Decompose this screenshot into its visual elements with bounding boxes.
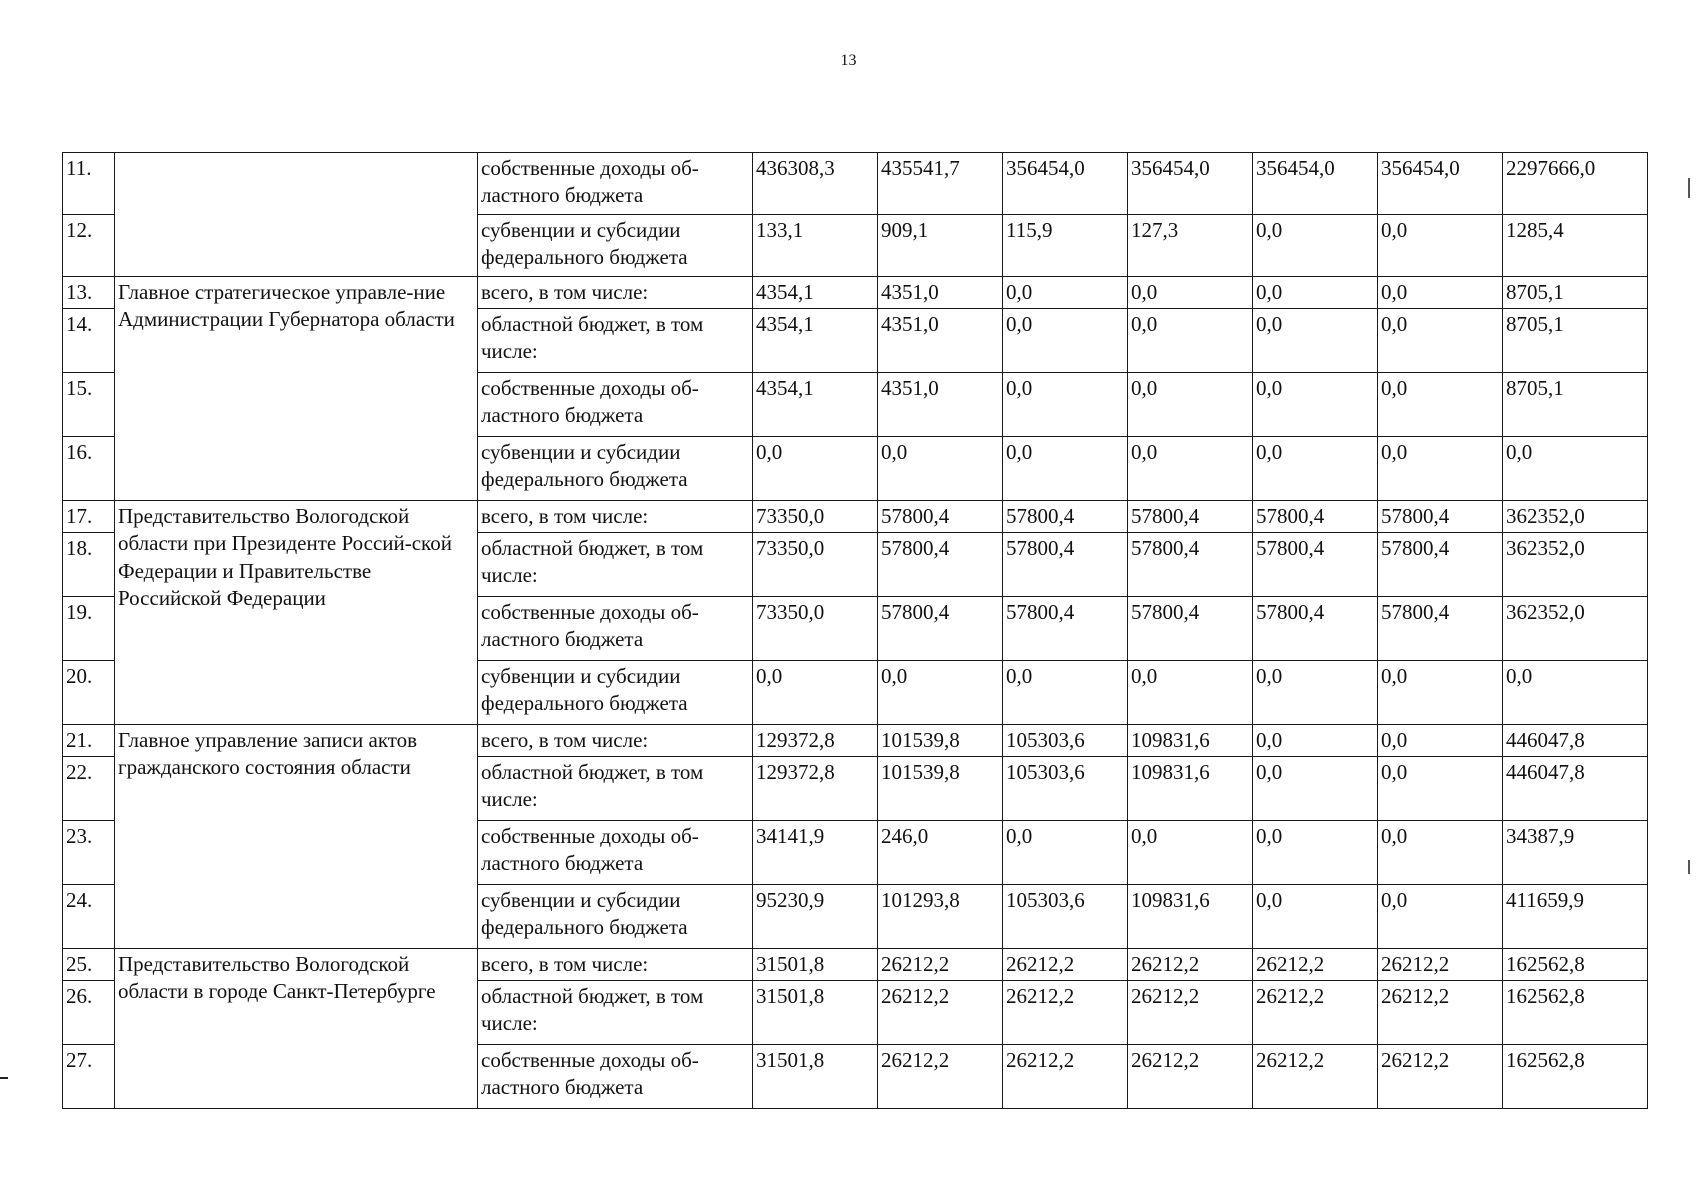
total-value-cell: 362352,0	[1503, 597, 1648, 661]
row-number: 18.	[63, 533, 115, 597]
year-value-cell: 57800,4	[1253, 533, 1378, 597]
row-number: 26.	[63, 981, 115, 1045]
budget-table-body	[63, 153, 1648, 1109]
year-value-cell: 57800,4	[1003, 501, 1128, 533]
year-value-cell: 101539,8	[878, 757, 1003, 821]
year-value-cell: 0,0	[1378, 661, 1503, 725]
year-value-cell: 73350,0	[753, 597, 878, 661]
year-value-cell: 105303,6	[1003, 725, 1128, 757]
total-value-cell: 8705,1	[1503, 373, 1648, 437]
row-number: 14.	[63, 309, 115, 373]
year-value-cell: 356454,0	[1128, 153, 1253, 215]
year-value-cell: 4354,1	[753, 309, 878, 373]
year-value-cell: 57800,4	[878, 501, 1003, 533]
funding-category: субвенции и субсидии федерального бюджета	[478, 661, 753, 725]
year-value-cell: 0,0	[878, 661, 1003, 725]
year-value-cell: 0,0	[1378, 277, 1503, 309]
year-value-cell: 436308,3	[753, 153, 878, 215]
total-value-cell: 0,0	[1503, 661, 1648, 725]
row-number: 21.	[63, 725, 115, 757]
year-value-cell: 26212,2	[1253, 981, 1378, 1045]
table-row	[63, 277, 1648, 309]
year-value-cell: 109831,6	[1128, 757, 1253, 821]
year-value-cell: 26212,2	[1378, 1045, 1503, 1109]
total-value-cell: 162562,8	[1503, 1045, 1648, 1109]
row-number: 13.	[63, 277, 115, 309]
year-value-cell: 26212,2	[878, 949, 1003, 981]
year-value-cell: 0,0	[1378, 725, 1503, 757]
org-cell-strategic-department: Главное стратегическое управле-ние Администрации Губернатора области	[115, 277, 478, 501]
year-value-cell: 26212,2	[1003, 949, 1128, 981]
row-number: 24.	[63, 885, 115, 949]
year-value-cell: 0,0	[1378, 215, 1503, 277]
funding-category: областной бюджет, в том числе:	[478, 757, 753, 821]
year-value-cell: 57800,4	[1003, 533, 1128, 597]
year-value-cell: 909,1	[878, 215, 1003, 277]
funding-category: областной бюджет, в том числе:	[478, 533, 753, 597]
year-value-cell: 101293,8	[878, 885, 1003, 949]
org-cell-continued	[115, 153, 478, 277]
total-value-cell: 162562,8	[1503, 981, 1648, 1045]
year-value-cell: 0,0	[1378, 885, 1503, 949]
funding-category: собственные доходы об-ластного бюджета	[478, 373, 753, 437]
total-value-cell: 8705,1	[1503, 309, 1648, 373]
year-value-cell: 4351,0	[878, 309, 1003, 373]
year-value-cell: 34141,9	[753, 821, 878, 885]
year-value-cell: 0,0	[1253, 373, 1378, 437]
funding-category: субвенции и субсидии федерального бюджета	[478, 885, 753, 949]
year-value-cell: 57800,4	[1378, 501, 1503, 533]
year-value-cell: 57800,4	[1378, 533, 1503, 597]
row-number: 11.	[63, 153, 115, 215]
year-value-cell: 57800,4	[878, 597, 1003, 661]
funding-category: всего, в том числе:	[478, 949, 753, 981]
row-number: 12.	[63, 215, 115, 277]
year-value-cell: 95230,9	[753, 885, 878, 949]
total-value-cell: 446047,8	[1503, 725, 1648, 757]
year-value-cell: 57800,4	[878, 533, 1003, 597]
year-value-cell: 0,0	[1378, 309, 1503, 373]
row-number: 15.	[63, 373, 115, 437]
year-value-cell: 0,0	[1128, 661, 1253, 725]
year-value-cell: 109831,6	[1128, 725, 1253, 757]
total-value-cell: 34387,9	[1503, 821, 1648, 885]
year-value-cell: 0,0	[1253, 885, 1378, 949]
year-value-cell: 57800,4	[1128, 533, 1253, 597]
year-value-cell: 0,0	[1253, 725, 1378, 757]
total-value-cell: 362352,0	[1503, 501, 1648, 533]
funding-category: областной бюджет, в том числе:	[478, 309, 753, 373]
table-row	[63, 501, 1648, 533]
year-value-cell: 0,0	[1128, 437, 1253, 501]
year-value-cell: 0,0	[1378, 373, 1503, 437]
year-value-cell: 0,0	[1253, 215, 1378, 277]
year-value-cell: 115,9	[1003, 215, 1128, 277]
year-value-cell: 57800,4	[1128, 597, 1253, 661]
year-value-cell: 129372,8	[753, 725, 878, 757]
year-value-cell: 0,0	[1253, 757, 1378, 821]
year-value-cell: 26212,2	[1003, 981, 1128, 1045]
year-value-cell: 31501,8	[753, 981, 878, 1045]
year-value-cell: 0,0	[1003, 373, 1128, 437]
year-value-cell: 127,3	[1128, 215, 1253, 277]
year-value-cell: 26212,2	[1003, 1045, 1128, 1109]
funding-category: всего, в том числе:	[478, 725, 753, 757]
table-row	[63, 153, 1648, 215]
scan-edge-mark	[0, 1077, 8, 1079]
funding-category: областной бюджет, в том числе:	[478, 981, 753, 1045]
row-number: 27.	[63, 1045, 115, 1109]
page-number: 13	[840, 52, 857, 69]
year-value-cell: 26212,2	[878, 1045, 1003, 1109]
year-value-cell: 0,0	[1378, 437, 1503, 501]
total-value-cell: 362352,0	[1503, 533, 1648, 597]
year-value-cell: 0,0	[1253, 277, 1378, 309]
year-value-cell: 0,0	[1003, 437, 1128, 501]
year-value-cell: 0,0	[1253, 309, 1378, 373]
year-value-cell: 26212,2	[1378, 981, 1503, 1045]
funding-category: собственные доходы об-ластного бюджета	[478, 821, 753, 885]
year-value-cell: 0,0	[1253, 661, 1378, 725]
year-value-cell: 73350,0	[753, 533, 878, 597]
row-number: 25.	[63, 949, 115, 981]
year-value-cell: 105303,6	[1003, 757, 1128, 821]
table-row	[63, 725, 1648, 757]
year-value-cell: 31501,8	[753, 949, 878, 981]
year-value-cell: 0,0	[1003, 277, 1128, 309]
year-value-cell: 4354,1	[753, 277, 878, 309]
year-value-cell: 0,0	[753, 661, 878, 725]
funding-category: субвенции и субсидии федерального бюджета	[478, 437, 753, 501]
year-value-cell: 0,0	[1003, 661, 1128, 725]
year-value-cell: 26212,2	[878, 981, 1003, 1045]
year-value-cell: 26212,2	[1253, 1045, 1378, 1109]
row-number: 19.	[63, 597, 115, 661]
funding-category: субвенции и субсидии федерального бюджета	[478, 215, 753, 277]
year-value-cell: 133,1	[753, 215, 878, 277]
total-value-cell: 162562,8	[1503, 949, 1648, 981]
year-value-cell: 0,0	[1378, 821, 1503, 885]
total-value-cell: 446047,8	[1503, 757, 1648, 821]
year-value-cell: 246,0	[878, 821, 1003, 885]
year-value-cell: 57800,4	[1378, 597, 1503, 661]
year-value-cell: 109831,6	[1128, 885, 1253, 949]
org-cell-representation-moscow: Представительство Вологодской области при Президенте Россий-ской Федерации и Правительстве Российской Федерации	[115, 501, 478, 725]
org-cell-representation-spb: Представительство Вологодской области в городе Санкт-Петербурге	[115, 949, 478, 1109]
year-value-cell: 4351,0	[878, 373, 1003, 437]
year-value-cell: 356454,0	[1253, 153, 1378, 215]
total-value-cell: 1285,4	[1503, 215, 1648, 277]
year-value-cell: 73350,0	[753, 501, 878, 533]
funding-category: собственные доходы об-ластного бюджета	[478, 153, 753, 215]
row-number: 20.	[63, 661, 115, 725]
total-value-cell: 0,0	[1503, 437, 1648, 501]
year-value-cell: 26212,2	[1128, 981, 1253, 1045]
year-value-cell: 0,0	[878, 437, 1003, 501]
year-value-cell: 0,0	[753, 437, 878, 501]
year-value-cell: 57800,4	[1003, 597, 1128, 661]
row-number: 16.	[63, 437, 115, 501]
funding-category: всего, в том числе:	[478, 501, 753, 533]
year-value-cell: 57800,4	[1253, 597, 1378, 661]
total-value-cell: 411659,9	[1503, 885, 1648, 949]
year-value-cell: 0,0	[1253, 437, 1378, 501]
year-value-cell: 0,0	[1378, 757, 1503, 821]
row-number: 22.	[63, 757, 115, 821]
budget-table	[62, 152, 1648, 1109]
year-value-cell: 356454,0	[1003, 153, 1128, 215]
funding-category: собственные доходы об-ластного бюджета	[478, 1045, 753, 1109]
year-value-cell: 4351,0	[878, 277, 1003, 309]
year-value-cell: 0,0	[1003, 821, 1128, 885]
year-value-cell: 26212,2	[1378, 949, 1503, 981]
funding-category: всего, в том числе:	[478, 277, 753, 309]
year-value-cell: 0,0	[1128, 821, 1253, 885]
org-cell-civil-registry: Главное управление записи актов гражданского состояния области	[115, 725, 478, 949]
year-value-cell: 26212,2	[1253, 949, 1378, 981]
year-value-cell: 435541,7	[878, 153, 1003, 215]
year-value-cell: 57800,4	[1128, 501, 1253, 533]
row-number: 17.	[63, 501, 115, 533]
year-value-cell: 4354,1	[753, 373, 878, 437]
year-value-cell: 101539,8	[878, 725, 1003, 757]
year-value-cell: 129372,8	[753, 757, 878, 821]
year-value-cell: 26212,2	[1128, 949, 1253, 981]
row-number: 23.	[63, 821, 115, 885]
year-value-cell: 105303,6	[1003, 885, 1128, 949]
table-row	[63, 949, 1648, 981]
year-value-cell: 0,0	[1253, 821, 1378, 885]
year-value-cell: 0,0	[1128, 309, 1253, 373]
year-value-cell: 26212,2	[1128, 1045, 1253, 1109]
total-value-cell: 8705,1	[1503, 277, 1648, 309]
scan-edge-mark	[1688, 860, 1690, 874]
funding-category: собственные доходы об-ластного бюджета	[478, 597, 753, 661]
year-value-cell: 0,0	[1003, 309, 1128, 373]
year-value-cell: 57800,4	[1253, 501, 1378, 533]
year-value-cell: 0,0	[1128, 373, 1253, 437]
year-value-cell: 0,0	[1128, 277, 1253, 309]
total-value-cell: 2297666,0	[1503, 153, 1648, 215]
year-value-cell: 31501,8	[753, 1045, 878, 1109]
year-value-cell: 356454,0	[1378, 153, 1503, 215]
scan-edge-mark	[1688, 178, 1690, 198]
